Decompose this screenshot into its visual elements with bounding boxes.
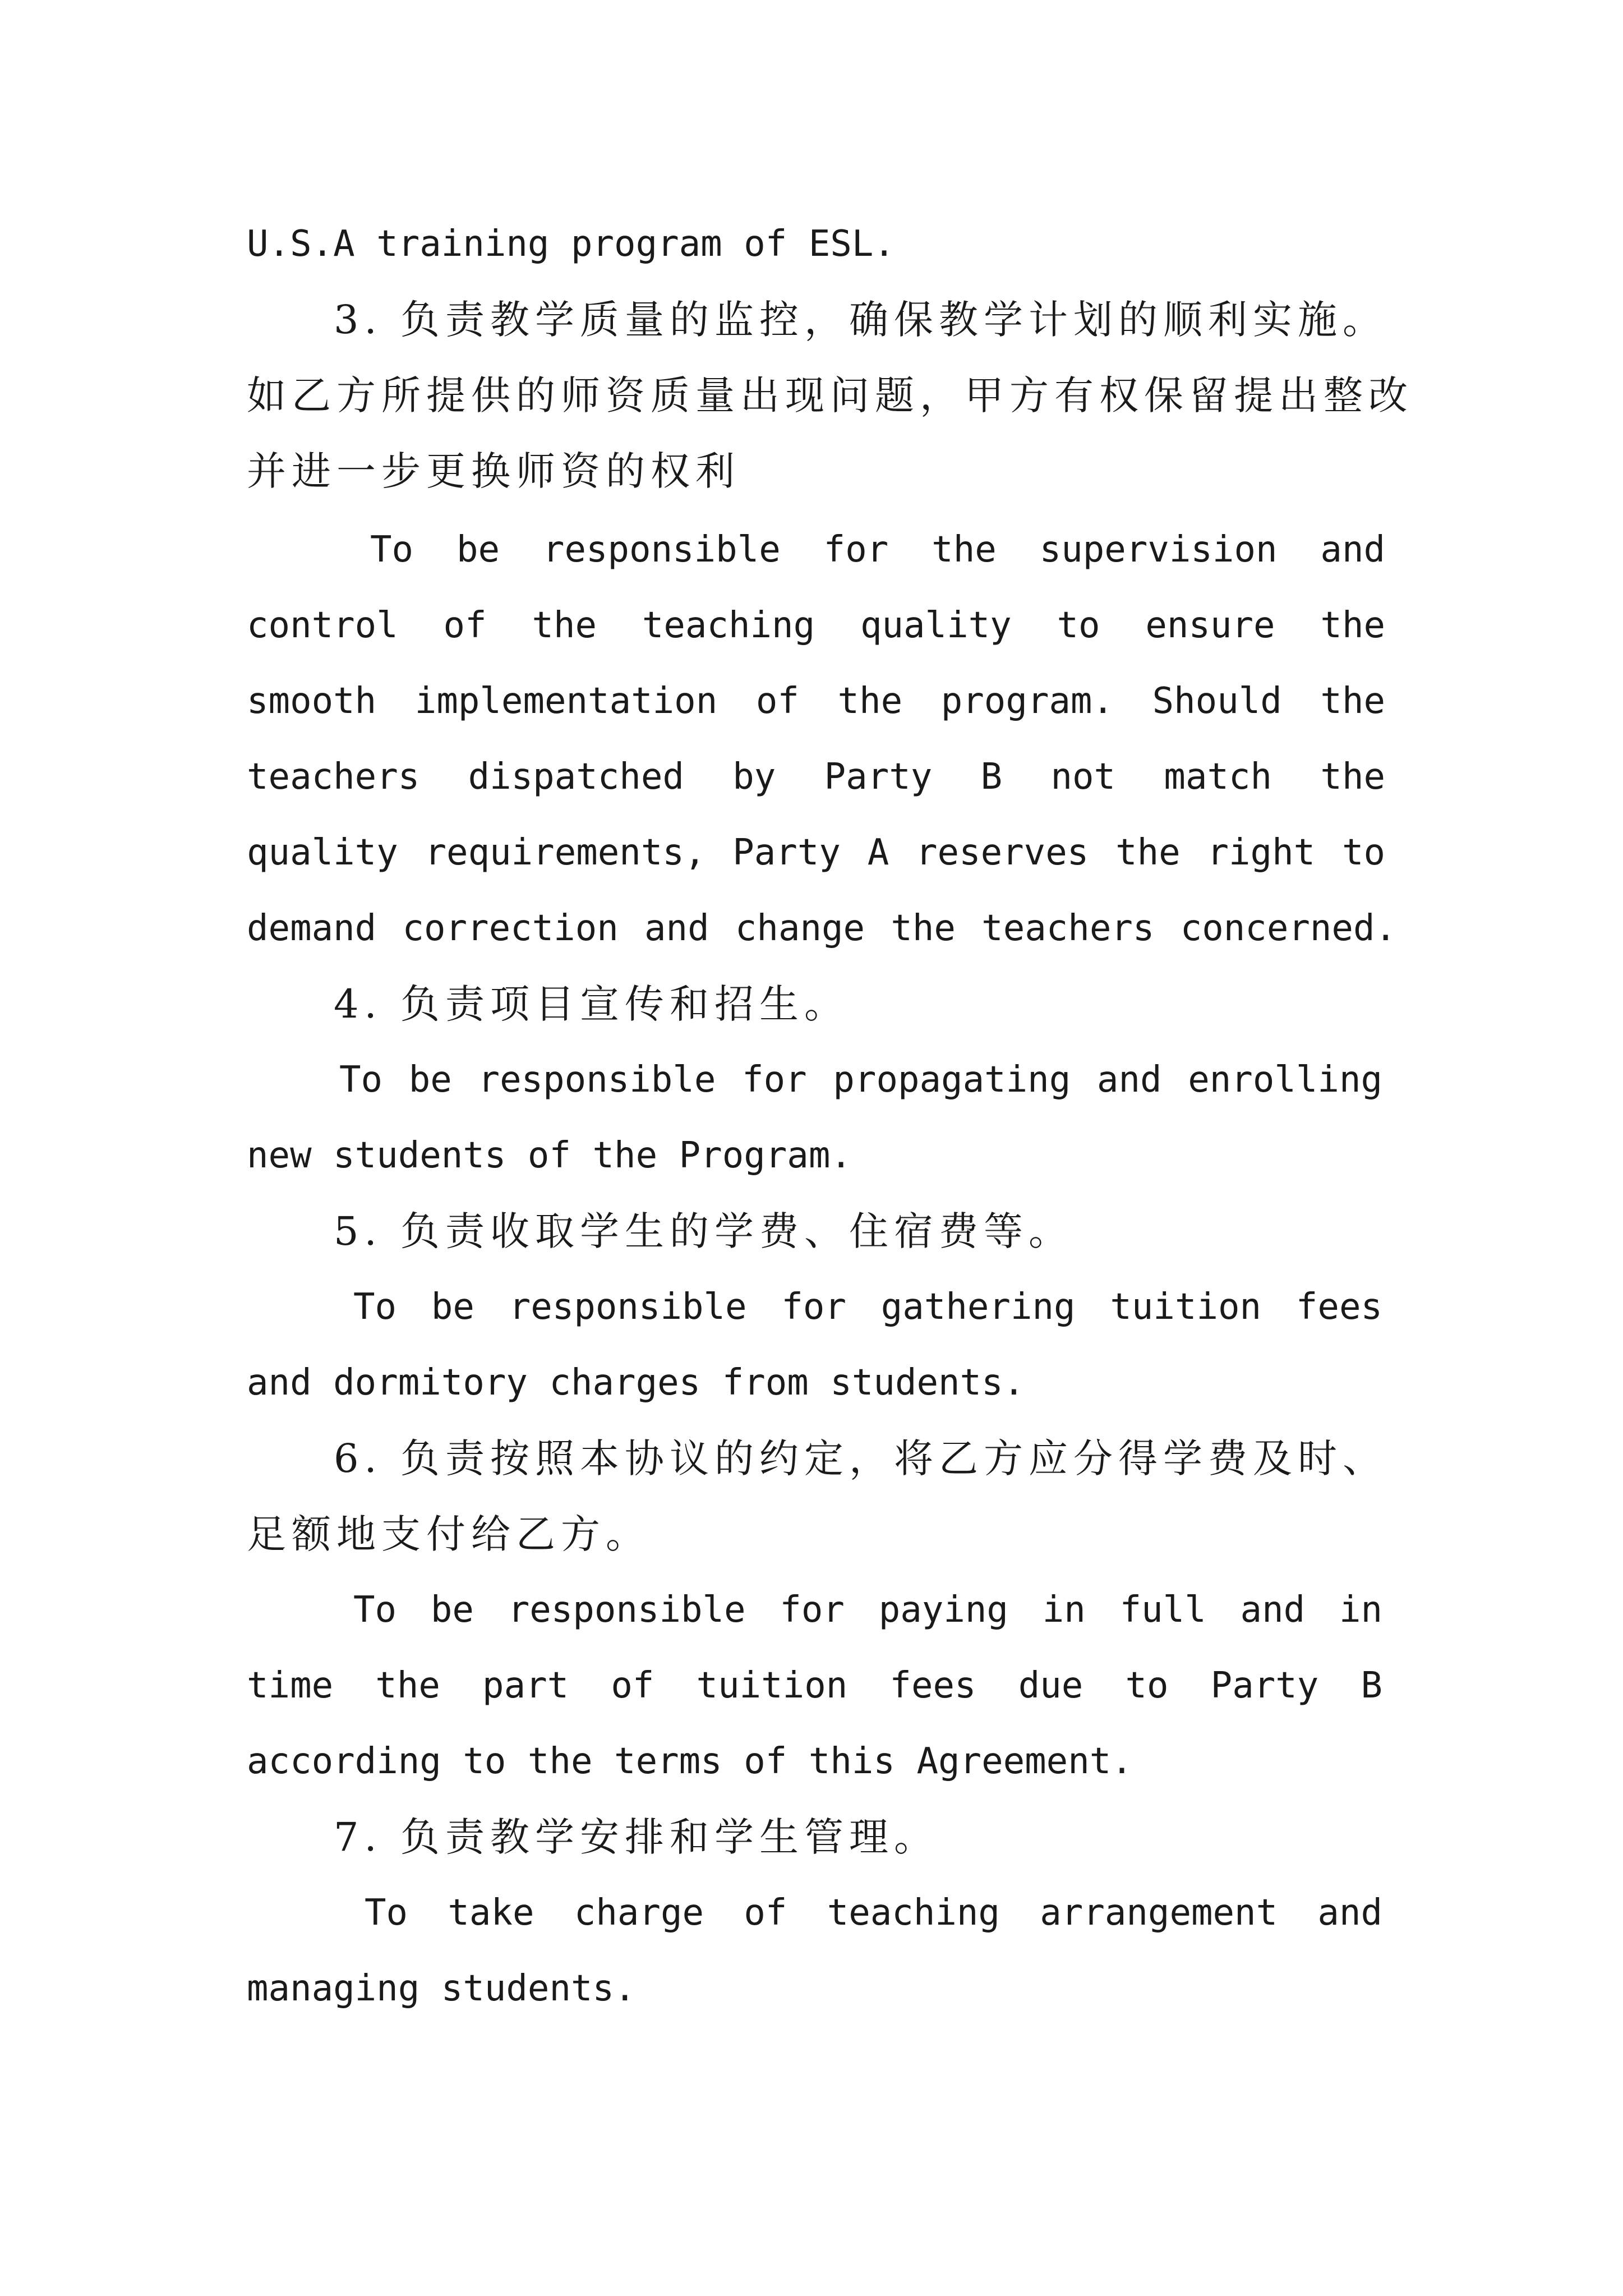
text-line: and dormitory charges from students. bbox=[247, 1362, 1025, 1404]
text-line: smooth implementation of the program. Should the bbox=[247, 680, 1385, 722]
text-line: U.S.A training program of ESL. bbox=[247, 223, 895, 265]
text-line: teachers dispatched by Party B not match the bbox=[247, 756, 1385, 798]
text-line: quality requirements, Party A reserves the right to bbox=[247, 832, 1385, 873]
text-line: To be responsible for propagating and enrolling bbox=[339, 1059, 1382, 1101]
text-line: demand correction and change the teachers concerned. bbox=[247, 908, 1396, 949]
clause-7-heading-zh: 7. 负责教学安排和学生管理。 bbox=[334, 1814, 939, 1860]
clause-5-heading-zh: 5. 负责收取学生的学费、住宿费等。 bbox=[334, 1208, 1074, 1254]
text-line: control of the teaching quality to ensure the bbox=[247, 605, 1385, 646]
text-line-zh: 足额地支付给乙方。 bbox=[247, 1511, 651, 1557]
clause-6-heading-zh: 6. 负责按照本协议的约定，将乙方应分得学费及时、 bbox=[334, 1435, 1388, 1481]
text-line: To be responsible for gathering tuition fees bbox=[353, 1286, 1382, 1328]
text-line: To be responsible for the supervision and bbox=[370, 529, 1385, 570]
text-line: To be responsible for paying in full and in bbox=[353, 1589, 1382, 1631]
text-line: time the part of tuition fees due to Party B bbox=[247, 1665, 1382, 1706]
clause-3-heading-zh: 3. 负责教学质量的监控，确保教学计划的顺利实施。 bbox=[334, 297, 1388, 343]
text-line-zh: 如乙方所提供的师资质量出现问题，甲方有权保留提出整改 bbox=[247, 372, 1413, 418]
text-line: To take charge of teaching arrangement and bbox=[365, 1892, 1382, 1934]
text-line: managing students. bbox=[247, 1968, 636, 2009]
clause-4-heading-zh: 4. 负责项目宣传和招生。 bbox=[334, 981, 850, 1027]
text-line: new students of the Program. bbox=[247, 1135, 852, 1176]
text-line: according to the terms of this Agreement. bbox=[247, 1741, 1133, 1782]
text-line-zh: 并进一步更换师资的权利 bbox=[247, 448, 740, 494]
